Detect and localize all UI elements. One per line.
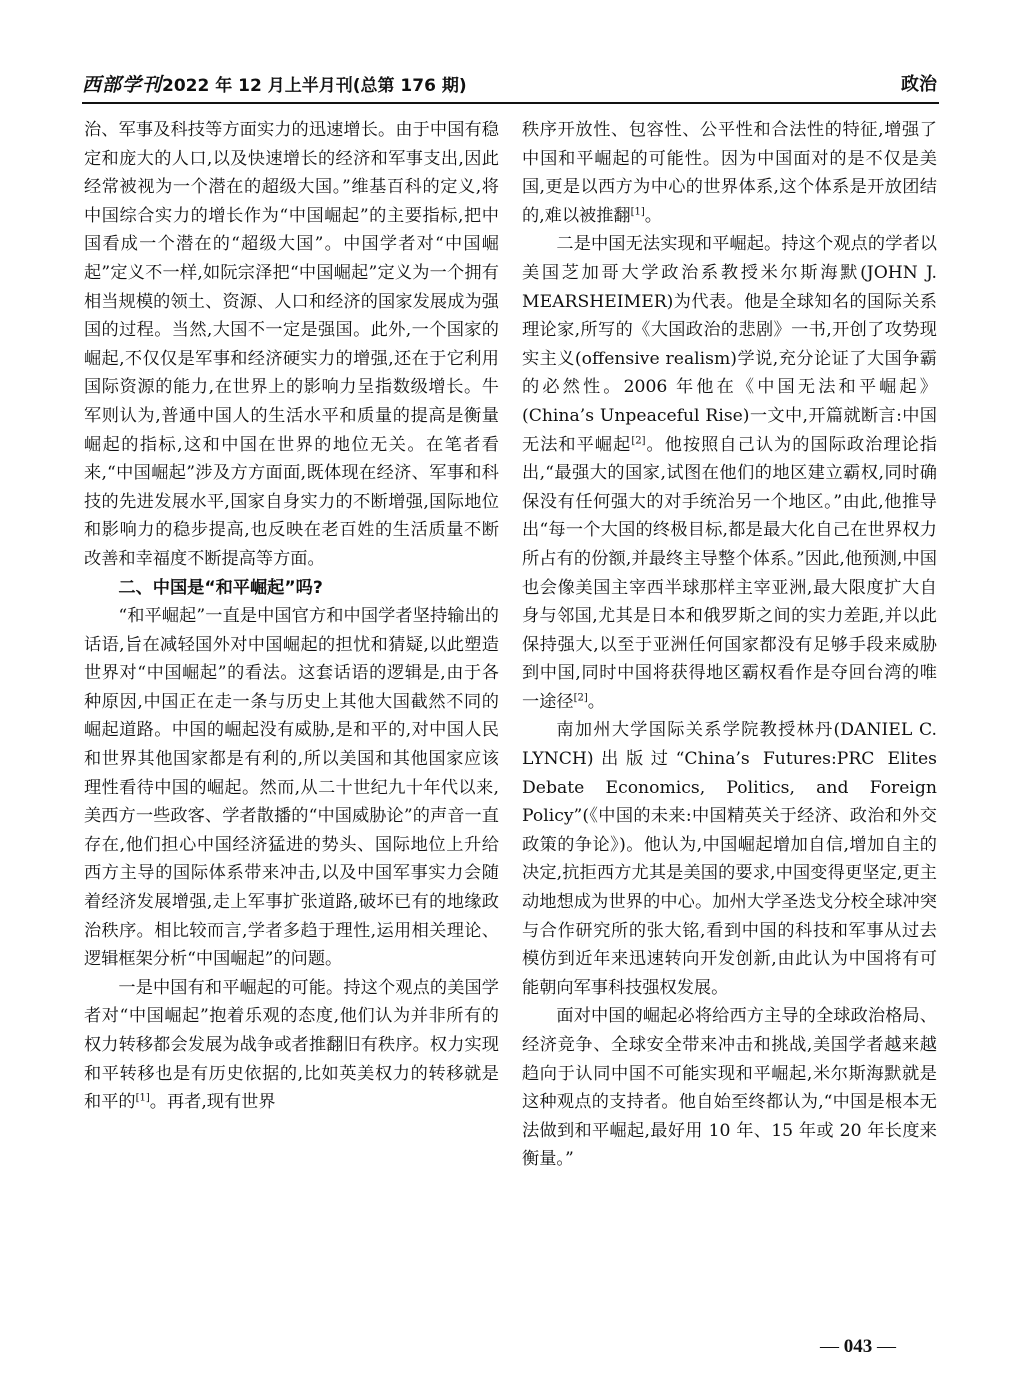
section-name: 政治: [901, 74, 937, 95]
paragraph: [522, 230, 937, 716]
paragraph-text: 。: [644, 205, 662, 226]
paragraph: 面对中国的崛起必将给西方主导的全球政治格局、经济竞争、全球安全带来冲击和挑战,美国学者越来越趋向于认同中国不可能实现和平崛起,米尔斯海默就是这种观点的支持者。他自始至终都认为,“中国是根本无法做到和平崛起,最好用 10 年、15 年或 20 年长度来衡量。”: [522, 1006, 937, 1170]
left-column: [84, 116, 499, 1117]
journal-masthead-logo: 西部学刊: [82, 74, 163, 96]
paragraph-text: 。: [587, 691, 605, 712]
citation-ref: [2]: [573, 692, 588, 704]
paragraph: [84, 974, 499, 1117]
paragraph-text: 秩序开放性、包容性、公平性和合法性的特征,增强了中国和平崛起的可能性。因为中国面对的是不仅是美国,更是以西方为中心的世界体系,这个体系是开放团结的,难以被推翻: [522, 120, 937, 226]
paragraph-text: 二是中国无法实现和平崛起。持这个观点的学者以美国芝加哥大学政治系教授米尔斯海默(JOHN J. MEARSHEIMER)为代表。他是全球知名的国际关系理论家,所写的《大国政治的悲剧》一书,开创了攻势现实主义(offensive realism)学说,充分论证了大国争霸的必然性。2006 年他在《中国无法和平崛起》(China’s Unpeaceful Rise)一文中,开篇就断言:中国无法和平崛起: [522, 234, 937, 455]
citation-ref: [1]: [630, 206, 645, 218]
page-number: [820, 1336, 896, 1358]
paragraph-text: 。他按照自己认为的国际政治理论指出,“最强大的国家,试图在他们的地区建立霸权,同时确保没有任何强大的对手统治另一个地区。”由此,他推导出“每一个大国的终极目标,都是最大化自己在世界权力所占有的份额,并最终主导整个体系。”因此,他预测,中国也会像美国主宰西半球那样主宰亚洲,最大限度扩大自身与邻国,尤其是日本和俄罗斯之间的实力差距,并以此保持强大,以至于亚洲任何国家都没有足够手段来威胁到中国,同时中国将获得地区霸权看作是夺回台湾的唯一途径: [522, 434, 937, 712]
page-number-value: 043: [843, 1336, 873, 1357]
right-column: [522, 116, 937, 1174]
citation-ref: [2]: [631, 434, 646, 446]
issue-info: 2022 年 12 月上半月刊(总第 176 期): [162, 76, 467, 96]
page-number-dash: —: [820, 1336, 839, 1357]
paragraph: 南加州大学国际关系学院教授林丹(DANIEL C. LYNCH)出版过“China’s Futures:PRC Elites Debate Economics, Politics, and Foreign Policy”(《中国的未来:中国精英关于经济、政治和外交政策的争论》)。他认为,中国崛起增加自信,增加自主的决定,抗拒西方尤其是美国的要求,中国变得更坚定,更主动地想成为世界的中心。加州大学圣迭戈分校全球冲突与合作研究所的张大铭,看到中国的科技和军事从过去模仿到近年来迅速转向开发创新,由此认为中国将有可能朝向军事科技强权发展。: [522, 720, 937, 998]
page-number-dash: —: [877, 1336, 896, 1357]
paragraph: [522, 116, 937, 230]
citation-ref: [1]: [135, 1092, 150, 1104]
paragraph-text: 一是中国有和平崛起的可能。持这个观点的美国学者对“中国崛起”抱着乐观的态度,他们认为并非所有的权力转移都会发展为战争或者推翻旧有秩序。权力实现和平转移也是有历史依据的,比如英美权力的转移就是和平的: [84, 977, 499, 1113]
section-heading: 二、中国是“和平崛起”吗?: [118, 577, 323, 598]
paragraph: “和平崛起”一直是中国官方和中国学者坚持输出的话语,旨在减轻国外对中国崛起的担忧和猜疑,以此塑造世界对“中国崛起”的看法。这套话语的逻辑是,由于各种原因,中国正在走一条与历史上其他大国截然不同的崛起道路。中国的崛起没有威胁,是和平的,对中国人民和世界其他国家都是有利的,所以美国和其他国家应该理性看待中国的崛起。然而,从二十世纪九十年代以来,美西方一些政客、学者散播的“中国威胁论”的声音一直存在,他们担心中国经济猛进的势头、国际地位上升给西方主导的国际体系带来冲击,以及中国军事实力会随着经济发展增强,走上军事扩张道路,破坏已有的地缘政治秩序。相比较而言,学者多趋于理性,运用相关理论、逻辑框架分析“中国崛起”的问题。: [84, 606, 499, 970]
paragraph-text: 。再者,现有世界: [149, 1092, 276, 1113]
running-header: [82, 68, 939, 102]
paragraph: 治、军事及科技等方面实力的迅速增长。由于中国有稳定和庞大的人口,以及快速增长的经济和军事支出,因此经常被视为一个潜在的超级大国。”维基百科的定义,将中国综合实力的增长作为“中国崛起”的主要指标,把中国看成一个潜在的“超级大国”。中国学者对“中国崛起”定义不一样,如阮宗泽把“中国崛起”定义为一个拥有相当规模的领土、资源、人口和经济的国家发展成为强国的过程。当然,大国不一定是强国。此外,一个国家的崛起,不仅仅是军事和经济硬实力的增强,还在于它利用国际资源的能力,在世界上的影响力呈指数级增长。牛军则认为,普通中国人的生活水平和质量的提高是衡量崛起的指标,这和中国在世界的地位无关。在笔者看来,“中国崛起”涉及方方面面,既体现在经济、军事和科技的先进发展水平,国家自身实力的不断增强,国际地位和影响力的稳步提高,也反映在老百姓的生活质量不断改善和幸福度不断提高等方面。: [84, 120, 499, 569]
header-rule: [82, 102, 939, 104]
